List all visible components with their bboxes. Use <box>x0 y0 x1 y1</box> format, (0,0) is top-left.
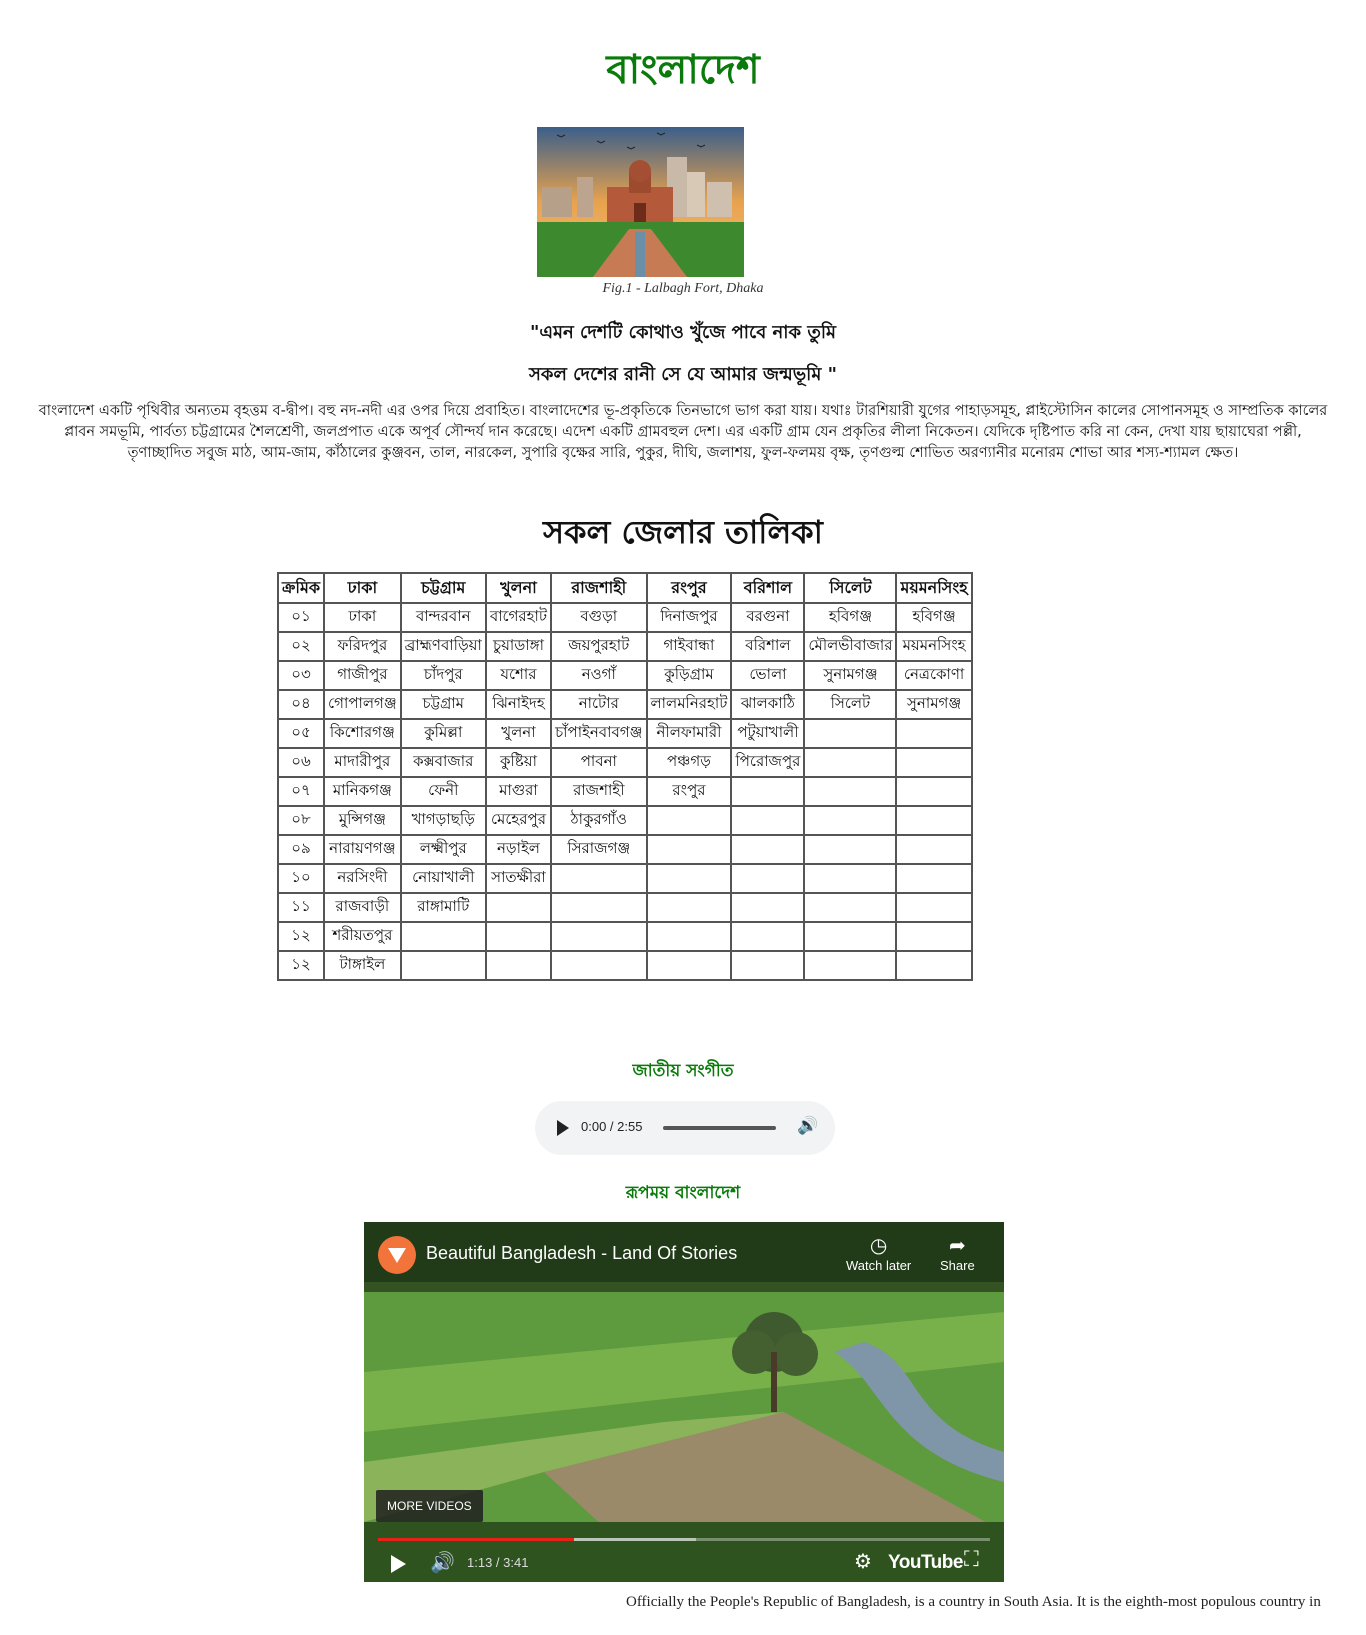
table-cell: ঝিনাইদহ <box>486 690 551 719</box>
table-cell: কক্সবাজার <box>401 748 486 777</box>
table-cell: পিরোজপুর <box>731 748 804 777</box>
table-cell: ০৯ <box>278 835 324 864</box>
table-cell <box>647 835 732 864</box>
table-cell: দিনাজপুর <box>647 603 732 632</box>
table-row <box>278 922 972 951</box>
table-cell <box>896 864 971 893</box>
video-controls <box>364 1544 1004 1582</box>
table-cell <box>804 893 896 922</box>
table-cell: যশোর <box>486 661 551 690</box>
table-cell: বাগেরহাট <box>486 603 551 632</box>
table-row <box>278 951 972 980</box>
video-progress-bar[interactable] <box>378 1538 990 1541</box>
table-cell: মেহেরপুর <box>486 806 551 835</box>
table-row <box>278 835 972 864</box>
table-cell: ব্রাহ্মণবাড়িয়া <box>401 632 486 661</box>
table-cell <box>551 951 646 980</box>
table-cell: মুন্সিগঞ্জ <box>324 806 401 835</box>
column-header: বরিশাল <box>731 573 804 603</box>
table-cell: ০৭ <box>278 777 324 806</box>
watch-later-button[interactable]: ◷ Watch later <box>846 1235 912 1273</box>
table-cell: ০৬ <box>278 748 324 777</box>
table-cell: ১০ <box>278 864 324 893</box>
table-cell: পাবনা <box>551 748 646 777</box>
table-row <box>278 806 972 835</box>
table-cell: কুমিল্লা <box>401 719 486 748</box>
table-cell <box>896 777 971 806</box>
fullscreen-icon[interactable]: ⛶ <box>964 1548 979 1571</box>
share-button[interactable]: ➦ Share <box>940 1235 975 1273</box>
table-cell: ০১ <box>278 603 324 632</box>
table-cell <box>896 922 971 951</box>
column-header: রংপুর <box>647 573 732 603</box>
table-row <box>278 893 972 922</box>
audio-time: 0:00 / 2:55 <box>581 1119 643 1134</box>
anthem-heading: জাতীয় সংগীত <box>632 1061 734 1081</box>
table-cell <box>804 748 896 777</box>
table-cell: গোপালগঞ্জ <box>324 690 401 719</box>
more-videos-button[interactable]: MORE VIDEOS <box>376 1490 483 1522</box>
table-cell: বরগুনা <box>731 603 804 632</box>
column-header: ক্রমিক <box>278 573 324 603</box>
table-cell: গাইবান্ধা <box>647 632 732 661</box>
table-cell: ফরিদপুর <box>324 632 401 661</box>
table-cell <box>486 893 551 922</box>
table-cell <box>647 806 732 835</box>
table-row <box>278 603 972 632</box>
table-cell: লালমনিরহাট <box>647 690 732 719</box>
table-cell <box>804 777 896 806</box>
table-cell <box>896 806 971 835</box>
english-intro-text: Officially the People's Republic of Bangladesh, is a country in South Asia. It is the eighth-most populous country in <box>626 1594 1321 1610</box>
video-buffer <box>574 1538 696 1541</box>
table-cell <box>551 864 646 893</box>
play-icon[interactable] <box>557 1120 569 1136</box>
table-cell: রাঙ্গামাটি <box>401 893 486 922</box>
table-cell: ১১ <box>278 893 324 922</box>
table-cell <box>647 922 732 951</box>
table-cell: ঝালকাঠি <box>731 690 804 719</box>
table-cell: খুলনা <box>486 719 551 748</box>
table-cell: ০২ <box>278 632 324 661</box>
table-cell <box>804 835 896 864</box>
table-cell <box>804 951 896 980</box>
table-cell: সুনামগঞ্জ <box>804 661 896 690</box>
table-cell: রাজশাহী <box>551 777 646 806</box>
table-cell <box>896 951 971 980</box>
table-cell: পঞ্চগড় <box>647 748 732 777</box>
table-cell <box>731 806 804 835</box>
table-cell: নোয়াখালী <box>401 864 486 893</box>
column-header: ময়মনসিংহ <box>896 573 971 603</box>
table-cell: রংপুর <box>647 777 732 806</box>
table-row <box>278 632 972 661</box>
anthem-audio-player[interactable] <box>535 1101 835 1155</box>
table-cell <box>896 893 971 922</box>
table-cell: হবিগঞ্জ <box>896 603 971 632</box>
table-cell: চাঁপাইনবাবগঞ্জ <box>551 719 646 748</box>
table-cell <box>804 806 896 835</box>
play-icon[interactable] <box>391 1555 406 1573</box>
table-cell: লক্ষ্মীপুর <box>401 835 486 864</box>
table-row <box>278 690 972 719</box>
table-header-row <box>278 573 972 603</box>
table-cell <box>731 835 804 864</box>
table-cell <box>804 922 896 951</box>
video-progress-fill <box>378 1538 574 1541</box>
table-cell <box>896 835 971 864</box>
table-row <box>278 661 972 690</box>
table-row <box>278 719 972 748</box>
table-cell: নীলফামারী <box>647 719 732 748</box>
column-header: রাজশাহী <box>551 573 646 603</box>
table-cell: সিরাজগঞ্জ <box>551 835 646 864</box>
figure-caption: Fig.1 - Lalbagh Fort, Dhaka <box>602 281 764 296</box>
table-cell: ঠাকুরগাঁও <box>551 806 646 835</box>
table-cell: জয়পুরহাট <box>551 632 646 661</box>
gear-icon[interactable]: ⚙ <box>854 1551 872 1573</box>
lalbagh-fort-image <box>537 127 744 277</box>
video-thumbnail <box>364 1222 1004 1582</box>
column-header: সিলেট <box>804 573 896 603</box>
table-cell <box>647 864 732 893</box>
table-cell: ১২ <box>278 951 324 980</box>
table-cell: নারায়ণগঞ্জ <box>324 835 401 864</box>
table-cell: হবিগঞ্জ <box>804 603 896 632</box>
table-cell: ০৩ <box>278 661 324 690</box>
table-cell <box>731 777 804 806</box>
youtube-logo[interactable]: YouTube <box>888 1552 963 1573</box>
table-cell: নওগাঁ <box>551 661 646 690</box>
table-cell <box>401 922 486 951</box>
table-cell <box>731 864 804 893</box>
table-row <box>278 777 972 806</box>
clock-icon: ◷ <box>869 1235 888 1257</box>
quote-line-1: "এমন দেশটি কোথাও খুঁজে পাবে নাক তুমি <box>529 322 837 343</box>
table-cell: সুনামগঞ্জ <box>896 690 971 719</box>
video-heading: রূপময় বাংলাদেশ <box>625 1183 741 1203</box>
youtube-video-embed[interactable] <box>364 1222 1004 1582</box>
table-cell: বগুড়া <box>551 603 646 632</box>
table-cell <box>731 951 804 980</box>
table-cell: ০৫ <box>278 719 324 748</box>
table-cell: চুয়াডাঙ্গা <box>486 632 551 661</box>
district-table <box>277 572 973 981</box>
table-cell: ১২ <box>278 922 324 951</box>
table-cell: সিলেট <box>804 690 896 719</box>
table-cell: নাটোর <box>551 690 646 719</box>
table-cell: ফেনী <box>401 777 486 806</box>
table-cell: বান্দরবান <box>401 603 486 632</box>
table-cell: ভোলা <box>731 661 804 690</box>
table-cell: শরীয়তপুর <box>324 922 401 951</box>
table-cell <box>647 893 732 922</box>
table-cell: রাজবাড়ী <box>324 893 401 922</box>
table-cell <box>551 893 646 922</box>
table-cell <box>896 719 971 748</box>
audio-seek-bar[interactable] <box>663 1126 776 1130</box>
column-header: খুলনা <box>486 573 551 603</box>
table-cell: নরসিংদী <box>324 864 401 893</box>
column-header: চট্টগ্রাম <box>401 573 486 603</box>
table-cell: কুষ্টিয়া <box>486 748 551 777</box>
table-cell <box>486 951 551 980</box>
table-cell: পটুয়াখালী <box>731 719 804 748</box>
table-cell <box>486 922 551 951</box>
table-cell: মাগুরা <box>486 777 551 806</box>
table-cell: ময়মনসিংহ <box>896 632 971 661</box>
table-cell: মৌলভীবাজার <box>804 632 896 661</box>
volume-icon[interactable]: 🔊 <box>430 1552 455 1574</box>
table-cell: কিশোরগঞ্জ <box>324 719 401 748</box>
table-cell: সাতক্ষীরা <box>486 864 551 893</box>
table-row <box>278 864 972 893</box>
table-cell: চট্টগ্রাম <box>401 690 486 719</box>
table-cell <box>551 922 646 951</box>
table-cell <box>647 951 732 980</box>
share-icon: ➦ <box>948 1235 966 1257</box>
table-body <box>278 603 972 980</box>
video-time: 1:13 / 3:41 <box>467 1555 529 1570</box>
table-row <box>278 748 972 777</box>
volume-icon[interactable]: 🔊 <box>797 1116 819 1135</box>
table-cell <box>731 893 804 922</box>
intro-paragraph: বাংলাদেশ একটি পৃথিবীর অন্যতম বৃহত্তম ব-দ্বীপ। বহু নদ-নদী এর ওপর দিয়ে প্রবাহিত। বাংলাদেশের ভূ-প্রকৃতিকে তিনভাগে ভাগ করা যায়। যথাঃ টারশিয়ারী যুগের পাহাড়সমূহ, প্লাইস্টোসিন কালের সোপানসমূহ ও সাম্প্রতিক কালের প্লাবন সমভূমি, পার্বত্য চট্টগ্রামের শৈলশ্রেণী, জলপ্রপাত একে অপূর্ব সৌন্দর্য দান করেছে। এদেশ একটি গ্রামবহুল দেশ। এর একটি গ্রাম যেন প্রকৃতির লীলা নিকেতন। যেদিকে দৃষ্টিপাত করি না কেন, দেখা যায় ছায়াঘেরা পল্লী, তৃণাচ্ছাদিত সবুজ মাঠ, আম-জাম, কাঁঠালের কুঞ্জবন, তাল, নারকেল, সুপারি বৃক্ষের সারি, পুকুর, দীঘি, জলাশয়, ফুল-ফলময় বৃক্ষ, তৃণগুল্ম শোভিত অরণ্যানীর মনোরম শোভা আর শস্য-শ্যামল ক্ষেত। <box>38 403 1328 461</box>
table-cell: মাদারীপুর <box>324 748 401 777</box>
table-cell: ঢাকা <box>324 603 401 632</box>
table-cell: ০৪ <box>278 690 324 719</box>
table-cell <box>804 719 896 748</box>
table-cell: কুড়িগ্রাম <box>647 661 732 690</box>
table-cell: চাঁদপুর <box>401 661 486 690</box>
channel-logo-icon[interactable] <box>378 1236 416 1274</box>
table-cell: নেত্রকোণা <box>896 661 971 690</box>
quote-line-2: সকল দেশের রানী সে যে আমার জন্মভূমি " <box>529 364 837 385</box>
table-cell: টাঙ্গাইল <box>324 951 401 980</box>
table-cell: মানিকগঞ্জ <box>324 777 401 806</box>
table-cell <box>804 864 896 893</box>
table-cell <box>401 951 486 980</box>
table-cell: নড়াইল <box>486 835 551 864</box>
table-cell: বরিশাল <box>731 632 804 661</box>
table-cell: ০৮ <box>278 806 324 835</box>
table-cell <box>731 922 804 951</box>
page-title: বাংলাদেশ <box>606 47 760 93</box>
video-title[interactable]: Beautiful Bangladesh - Land Of Stories <box>426 1243 738 1263</box>
table-cell: গাজীপুর <box>324 661 401 690</box>
table-cell: খাগড়াছড়ি <box>401 806 486 835</box>
table-cell <box>896 748 971 777</box>
table-title: সকল জেলার তালিকা <box>543 513 823 551</box>
column-header: ঢাকা <box>324 573 401 603</box>
